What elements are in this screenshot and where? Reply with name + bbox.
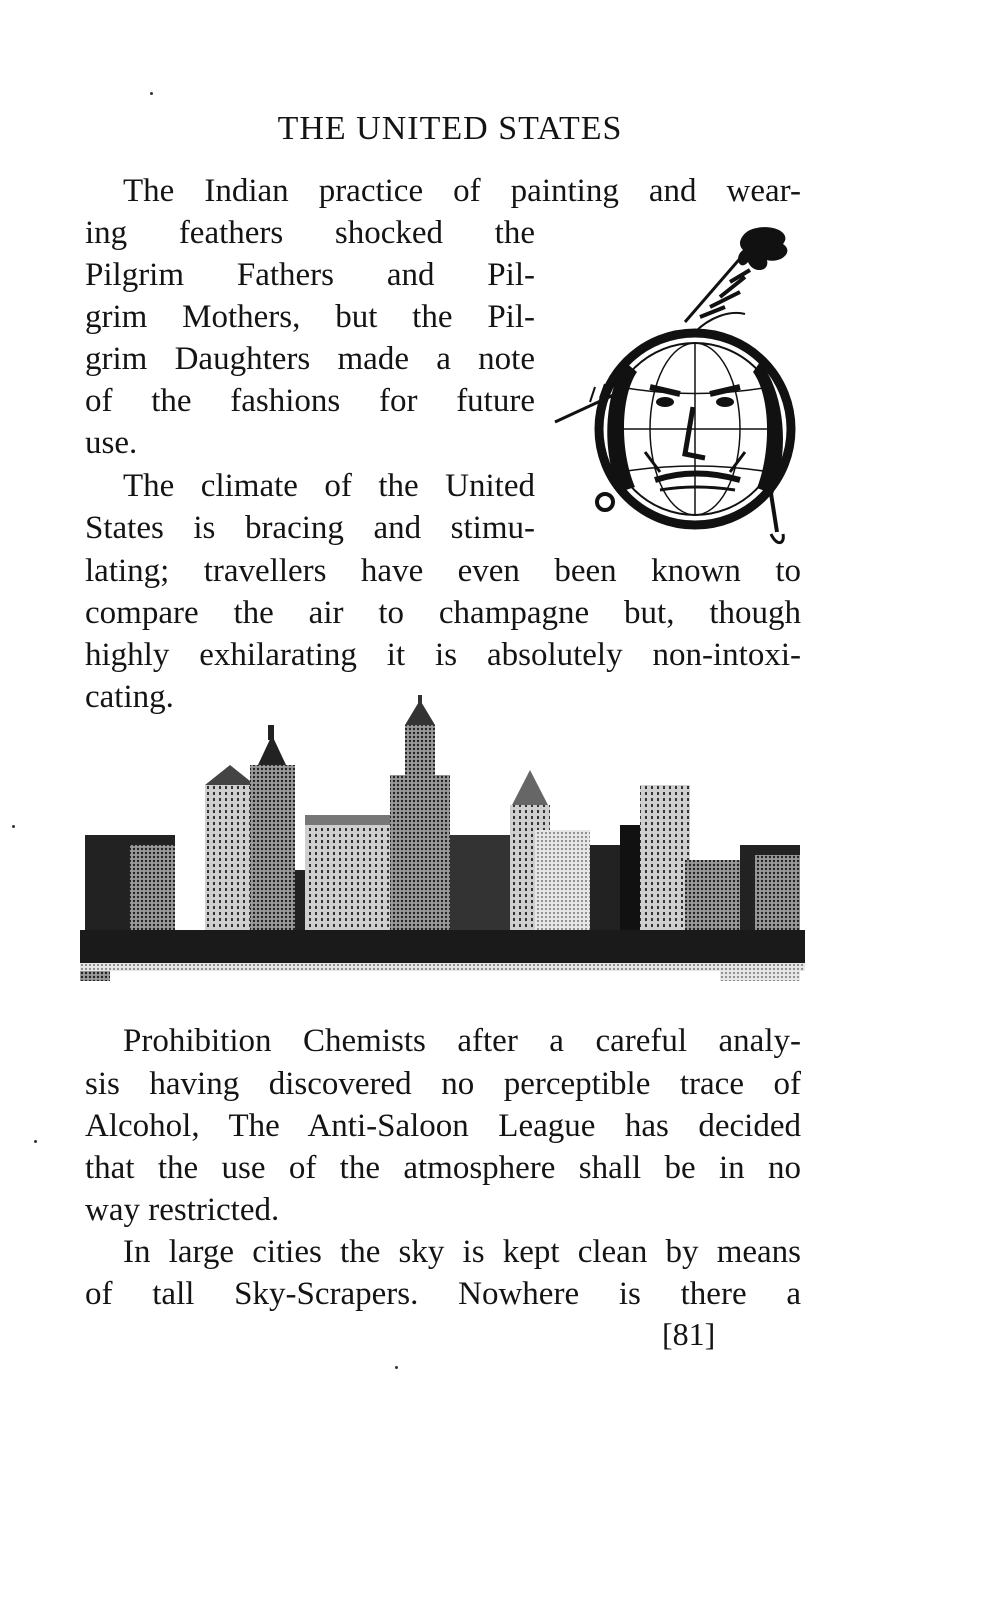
text-line: States is bracing and stimu- [85,510,535,546]
scan-speck [395,1366,398,1369]
text-line: of tall Sky-Scrapers. Nowhere is there a [85,1276,801,1312]
scan-speck [150,92,153,95]
text-line: compare the air to champagne but, though [85,595,801,631]
page-number: [81] [662,1316,716,1352]
text-line: Alcohol, The Anti-Saloon League has decided [85,1108,801,1144]
city-skyline-photo [80,695,805,990]
text-line: highly exhilarating it is absolutely non-intoxi- [85,637,801,673]
text-line: use. [85,425,138,461]
text-line: sis having discovered no perceptible trace of [85,1066,801,1102]
text-line: of the fashions for future [85,383,535,419]
text-line: grim Mothers, but the Pil- [85,299,535,335]
text-line: Prohibition Chemists after a careful analy- [123,1023,801,1059]
text-line: Pilgrim Fathers and Pil- [85,257,535,293]
running-header: THE UNITED STATES [277,110,623,147]
text-line: lating; travellers have even been known to [85,553,801,589]
text-line: cating. [85,679,174,715]
scan-speck [34,1140,37,1143]
indian-globe-illustration [545,222,810,557]
text-line: The Indian practice of painting and wear- [123,173,801,209]
text-line: The climate of the United [123,468,535,504]
text-line: ing feathers shocked the [85,215,535,251]
text-line: In large cities the sky is kept clean by means [123,1234,801,1270]
text-line: that the use of the atmosphere shall be in no [85,1150,801,1186]
scan-speck [12,825,15,828]
text-line: way restricted. [85,1192,280,1228]
text-line: grim Daughters made a note [85,341,535,377]
